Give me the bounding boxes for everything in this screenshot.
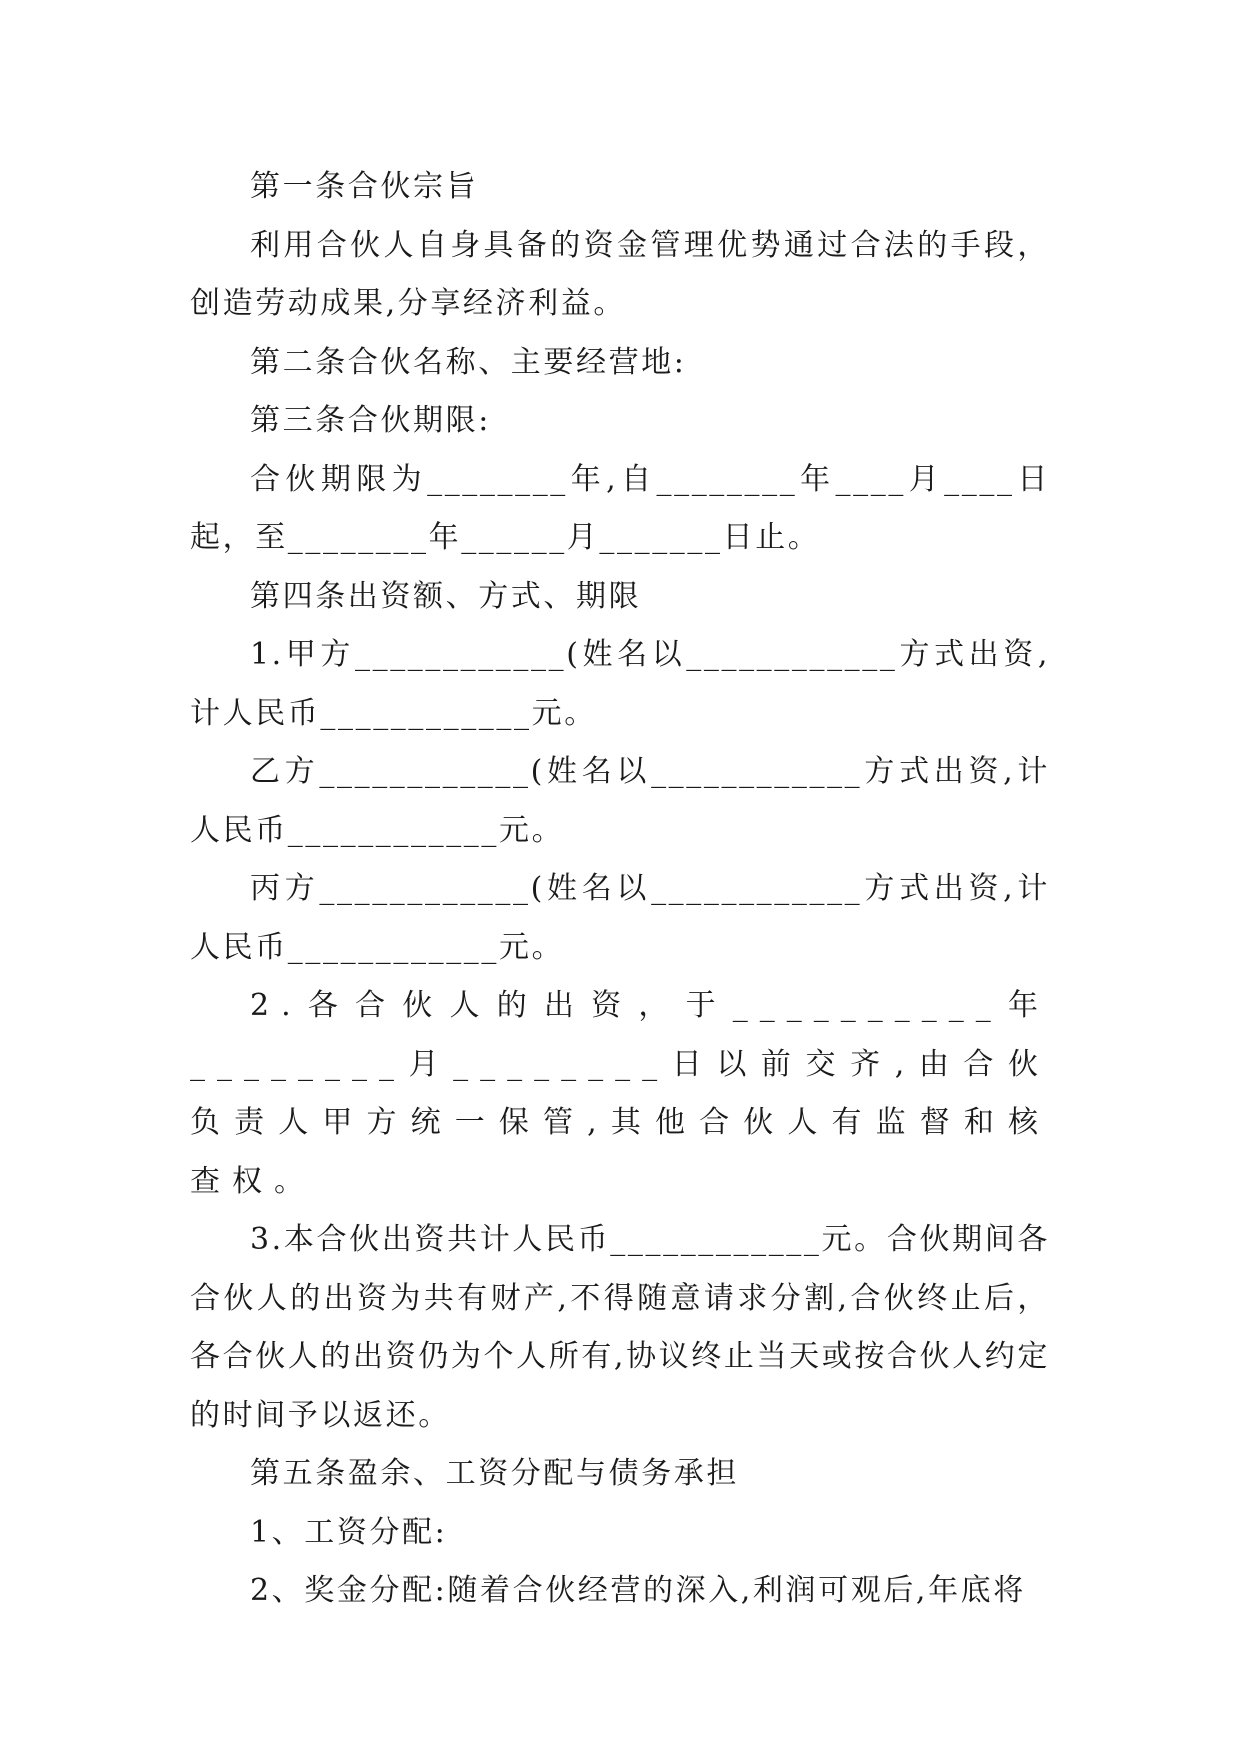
contribution-deadline-text: 2.各合伙人的出资，于__________年________月________日以前交齐,由合伙负责人甲方统一保管,其他合伙人有监督和核查权。 xyxy=(190,988,1050,1199)
party-a-contribution: 1.甲方____________(姓名以____________方式出资,计人民币____________元。 xyxy=(190,637,1050,731)
salary-distribution-item: 1、工资分配: xyxy=(250,1514,448,1550)
bonus-distribution-item: 2、奖金分配:随着合伙经营的深入,利润可观后,年底将 xyxy=(250,1573,1026,1608)
article-1-heading: 第一条合伙宗旨 xyxy=(250,169,479,204)
party-b-contribution: 乙方____________(姓名以____________方式出资,计人民币____________元。 xyxy=(190,754,1050,848)
article-3-heading: 第三条合伙期限: xyxy=(250,403,491,438)
article-5-heading: 第五条盈余、工资分配与债务承担 xyxy=(250,1456,739,1491)
total-contribution-text: 3.本合伙出资共计人民币____________元。合伙期间各合伙人的出资为共有财产,不得随意请求分割,合伙终止后，各合伙人的出资仍为个人所有,协议终止当天或按合伙人约定的时间予以返还。 xyxy=(190,1222,1050,1433)
article-4-heading: 第四条出资额、方式、期限 xyxy=(250,578,642,614)
party-c-contribution: 丙方____________(姓名以____________方式出资,计人民币____________元。 xyxy=(190,871,1050,965)
article-1-text: 利用合伙人自身具备的资金管理优势通过合法的手段，创造劳动成果,分享经济利益。 xyxy=(190,227,1050,321)
document-body xyxy=(190,158,1050,1621)
article-3-term-text: 合伙期限为________年,自________年____月____日起，至________年______月_______日止。 xyxy=(190,461,1050,555)
article-2-heading: 第二条合伙名称、主要经营地: xyxy=(250,344,687,380)
